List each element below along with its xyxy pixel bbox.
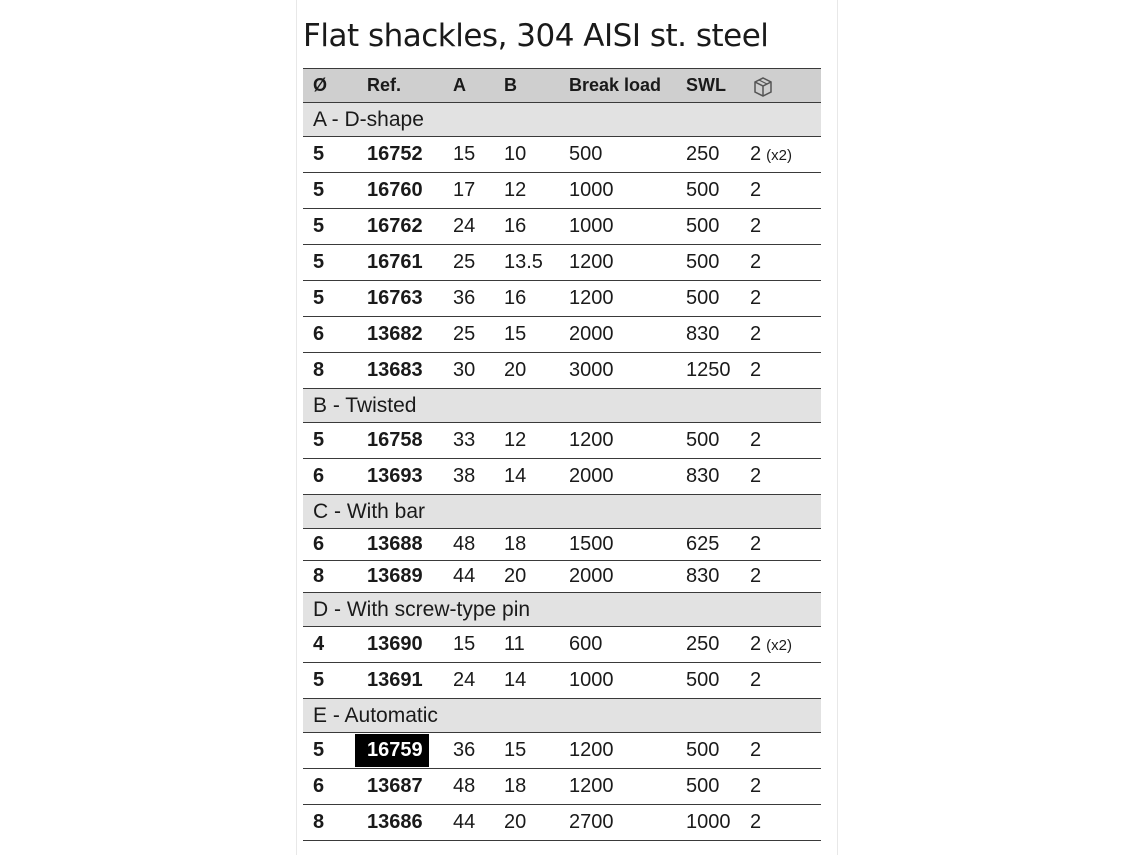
pack-cell: [750, 529, 761, 560]
diameter-cell: 5: [313, 287, 325, 309]
pack-quantity: 2: [750, 251, 762, 273]
diameter-cell: 6: [313, 775, 325, 797]
table-row: [303, 209, 821, 245]
diameter-cell: 6: [313, 465, 325, 487]
ref-cell: 13690: [367, 633, 423, 655]
diameter-cell: 5: [313, 143, 325, 165]
break-load-cell: 2700: [569, 811, 614, 833]
pack-cell: [750, 281, 761, 316]
break-load-cell: 1200: [569, 775, 614, 797]
table-row: [303, 173, 821, 209]
swl-cell: 830: [686, 465, 720, 487]
pack-quantity: 2: [750, 429, 762, 451]
column-header-break-load: Break load: [569, 75, 662, 95]
a-cell: 25: [453, 251, 476, 273]
table-row: [303, 627, 821, 663]
a-cell: 15: [453, 143, 476, 165]
column-header-swl: SWL: [686, 75, 726, 95]
pack-cell: [750, 627, 792, 663]
swl-cell: 250: [686, 143, 720, 165]
section-header: [303, 389, 821, 423]
diameter-cell: 8: [313, 811, 325, 833]
pack-cell: [750, 561, 761, 592]
swl-cell: 500: [686, 775, 720, 797]
break-load-cell: 500: [569, 143, 603, 165]
pack-cell: [750, 459, 761, 494]
break-load-cell: 1000: [569, 669, 614, 691]
ref-cell: 13689: [367, 565, 423, 587]
a-cell: 44: [453, 811, 476, 833]
break-load-cell: 1500: [569, 533, 614, 555]
pack-quantity: 2: [750, 215, 762, 237]
b-cell: 16: [504, 287, 527, 309]
break-load-cell: 1000: [569, 215, 614, 237]
b-cell: 11: [504, 633, 525, 655]
break-load-cell: 1000: [569, 179, 614, 201]
a-cell: 48: [453, 775, 476, 797]
section-title: A - D-shape: [313, 108, 424, 131]
break-load-cell: 2000: [569, 565, 614, 587]
table-row: [303, 561, 821, 593]
diameter-cell: 5: [313, 429, 325, 451]
table-row: [303, 423, 821, 459]
table-row: [303, 353, 821, 389]
table-row: [303, 769, 821, 805]
ref-cell: 13687: [367, 775, 423, 797]
product-table: [303, 68, 821, 841]
pack-quantity: 2: [750, 669, 762, 691]
ref-cell: 16762: [367, 215, 423, 237]
pack-multiplier: (x2): [766, 147, 792, 164]
ref-cell: 16760: [367, 179, 423, 201]
pack-quantity: 2: [750, 323, 762, 345]
b-cell: 20: [504, 359, 527, 381]
table-row: [303, 805, 821, 841]
b-cell: 16: [504, 215, 527, 237]
ref-cell: 13688: [367, 533, 423, 555]
table-header: [303, 68, 821, 103]
diameter-cell: 6: [313, 323, 325, 345]
b-cell: 20: [504, 811, 527, 833]
table-row: [303, 459, 821, 495]
pack-cell: [750, 805, 761, 840]
section-header: [303, 103, 821, 137]
diameter-cell: 6: [313, 533, 325, 555]
swl-cell: 500: [686, 179, 720, 201]
a-cell: 44: [453, 565, 476, 587]
swl-cell: 830: [686, 565, 720, 587]
a-cell: 36: [453, 739, 476, 761]
swl-cell: 500: [686, 669, 720, 691]
ref-cell: 13683: [367, 359, 423, 381]
a-cell: 25: [453, 323, 476, 345]
swl-cell: 500: [686, 251, 720, 273]
column-header-diameter: Ø: [313, 75, 328, 95]
pack-cell: [750, 769, 761, 804]
table-row: [303, 663, 821, 699]
swl-cell: 500: [686, 429, 720, 451]
pack-quantity: 2: [750, 465, 762, 487]
a-cell: 24: [453, 215, 476, 237]
diameter-cell: 5: [313, 215, 325, 237]
break-load-cell: 1200: [569, 251, 614, 273]
break-load-cell: 3000: [569, 359, 614, 381]
swl-cell: 1250: [686, 359, 731, 381]
ref-cell: 16758: [367, 429, 423, 451]
swl-cell: 1000: [686, 811, 731, 833]
page-title: Flat shackles, 304 AISI st. steel: [303, 18, 769, 54]
pack-quantity: 2: [750, 143, 762, 165]
pack-cell: [750, 209, 761, 244]
break-load-cell: 1200: [569, 429, 614, 451]
pack-quantity: 2: [750, 359, 762, 381]
column-header-a: A: [453, 75, 466, 95]
diameter-cell: 5: [313, 251, 325, 273]
pack-quantity: 2: [750, 811, 762, 833]
diameter-cell: 5: [313, 739, 325, 761]
section-header: [303, 495, 821, 529]
break-load-cell: 1200: [569, 287, 614, 309]
table-row: [303, 317, 821, 353]
pack-cell: [750, 663, 761, 698]
a-cell: 38: [453, 465, 476, 487]
a-cell: 33: [453, 429, 476, 451]
b-cell: 18: [504, 775, 527, 797]
pack-cell: [750, 353, 761, 388]
b-cell: 12: [504, 429, 527, 451]
pack-cell: [750, 733, 761, 768]
pack-quantity: 2: [750, 565, 762, 587]
b-cell: 13.5: [504, 251, 543, 273]
swl-cell: 500: [686, 287, 720, 309]
section-header: [303, 699, 821, 733]
swl-cell: 250: [686, 633, 720, 655]
ref-cell: 16761: [367, 251, 423, 273]
break-load-cell: 600: [569, 633, 603, 655]
box-icon: [752, 75, 774, 97]
ref-cell: 13691: [367, 669, 423, 691]
ref-cell: 13686: [367, 811, 423, 833]
column-header-b: B: [504, 75, 517, 95]
pack-cell: [750, 137, 792, 173]
a-cell: 17: [453, 179, 476, 201]
column-header-ref: Ref.: [367, 75, 402, 95]
break-load-cell: 2000: [569, 465, 614, 487]
ref-cell: 13693: [367, 465, 423, 487]
b-cell: 12: [504, 179, 527, 201]
swl-cell: 625: [686, 533, 720, 555]
swl-cell: 830: [686, 323, 720, 345]
a-cell: 36: [453, 287, 476, 309]
diameter-cell: 8: [313, 565, 325, 587]
swl-cell: 500: [686, 739, 720, 761]
diameter-cell: 5: [313, 669, 325, 691]
a-cell: 24: [453, 669, 476, 691]
b-cell: 14: [504, 669, 527, 691]
b-cell: 15: [504, 739, 527, 761]
b-cell: 14: [504, 465, 527, 487]
pack-cell: [750, 245, 761, 280]
highlighted-ref: 16759: [355, 734, 429, 767]
table-row: [303, 281, 821, 317]
table-row: [303, 733, 821, 769]
ref-cell: 16763: [367, 287, 423, 309]
b-cell: 15: [504, 323, 527, 345]
ref-cell: 16752: [367, 143, 423, 165]
table-row: [303, 245, 821, 281]
section-title: E - Automatic: [313, 704, 438, 727]
pack-cell: [750, 317, 761, 352]
break-load-cell: 1200: [569, 739, 614, 761]
table-row: [303, 529, 821, 561]
b-cell: 18: [504, 533, 527, 555]
pack-quantity: 2: [750, 633, 762, 655]
diameter-cell: 8: [313, 359, 325, 381]
table-row: [303, 137, 821, 173]
section-header: [303, 593, 821, 627]
pack-quantity: 2: [750, 775, 762, 797]
ref-cell: 13682: [367, 323, 423, 345]
b-cell: 10: [504, 143, 527, 165]
a-cell: 15: [453, 633, 476, 655]
ref-cell: [367, 733, 429, 768]
section-title: B - Twisted: [313, 394, 417, 417]
pack-quantity: 2: [750, 739, 762, 761]
pack-multiplier: (x2): [766, 637, 792, 654]
diameter-cell: 4: [313, 633, 325, 655]
pack-quantity: 2: [750, 179, 762, 201]
section-title: C - With bar: [313, 500, 426, 523]
diameter-cell: 5: [313, 179, 325, 201]
a-cell: 48: [453, 533, 476, 555]
break-load-cell: 2000: [569, 323, 614, 345]
pack-quantity: 2: [750, 287, 762, 309]
pack-quantity: 2: [750, 533, 762, 555]
a-cell: 30: [453, 359, 476, 381]
pack-cell: [750, 423, 761, 458]
swl-cell: 500: [686, 215, 720, 237]
pack-cell: [750, 173, 761, 208]
b-cell: 20: [504, 565, 527, 587]
section-title: D - With screw-type pin: [313, 598, 531, 621]
